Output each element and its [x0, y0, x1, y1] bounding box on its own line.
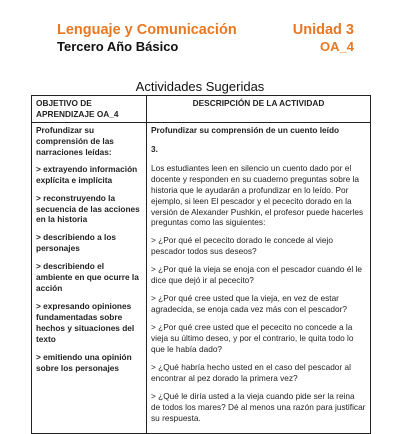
- header-row-2: [57, 38, 354, 54]
- objective-item: > reconstruyendo la secuencia de las acciones en la historia: [36, 192, 140, 225]
- subject-title: Lenguaje y Comunicación: [57, 22, 237, 38]
- objective-item: > extrayendo información explícita e implícita: [36, 163, 138, 185]
- objective-item: > describiendo el ambiente en que ocurre la acción: [36, 261, 139, 294]
- objective-column-header: OBJETIVO DE APRENDIZAJE OA_4: [32, 96, 147, 123]
- question-item: > ¿Por qué la vieja se enoja con el pescador cuando él le dice que dejó ir al pececito?: [151, 264, 363, 286]
- unit-label: Unidad 3: [292, 22, 354, 38]
- description-column-header: DESCRIPCIÓN DE LA ACTIVIDAD: [147, 96, 371, 123]
- oa-label: OA_4: [320, 39, 354, 54]
- table-row: [32, 122, 371, 433]
- activities-table: [31, 95, 371, 434]
- activity-number: 3.: [151, 143, 158, 154]
- document-header: [57, 22, 354, 54]
- question-item: > ¿Qué habría hecho usted en el caso del pescador al encontrar al pez dorado la primera vez?: [151, 361, 351, 383]
- objective-item: > describiendo a los personajes: [36, 232, 116, 254]
- activity-title: Profundizar su comprensión de un cuento leído: [151, 124, 340, 135]
- activity-text: Los estudiantes leen en silencio un cuento dado por el docente y responden en su cuaderno preguntas sobre la historia que le ayudarán a profundizar en lo leído. Por ejemplo, si leen El pescador y el pececito dorado en la versión de Alexander Pushkin, el profesor puede hacerles preguntas como las siguientes:: [151, 162, 364, 228]
- question-item: > ¿Por qué cree usted que la vieja, en vez de estar agradecida, se enoja cada vez más con el pescador?: [151, 293, 348, 315]
- section-title: Actividades Sugeridas: [135, 79, 265, 94]
- objective-item: > emitiendo una opinión sobre los personajes: [36, 351, 132, 373]
- question-item: > ¿Por qué cree usted que el pececito no concede a la vieja su último deseo, y por el contrario, le quita todo lo que le había dado?: [151, 322, 354, 354]
- header-row-1: [57, 22, 354, 38]
- objective-item: > expresando opiniones fundamentadas sobre hechos y situaciones del texto: [36, 301, 135, 344]
- question-item: > ¿Por qué el pececito dorado le concede al viejo pescador todos sus deseos?: [151, 235, 333, 257]
- objective-intro: Profundizar su comprensión de las narraciones leídas:: [36, 124, 114, 157]
- objective-cell: [32, 122, 147, 433]
- table-header-row: [32, 96, 371, 123]
- grade-label: Tercero Año Básico: [57, 39, 179, 54]
- question-item: > ¿Qué le diría usted a la vieja cuando pide ser la reina de todos los mares? Dé al menos una razón para justificar su respuesta.: [151, 390, 366, 423]
- description-cell: [147, 122, 371, 433]
